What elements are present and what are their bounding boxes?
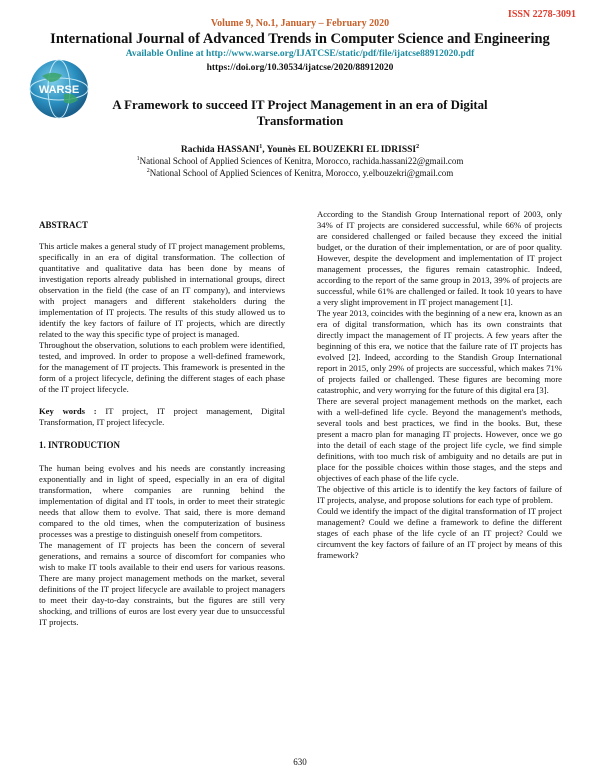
keywords [39, 406, 285, 428]
aff-1-sup: 1 [136, 156, 140, 162]
affiliation-2 [0, 168, 600, 178]
right-paragraph-4: The objective of this article is to identify the key factors of failure of IT projects, analyse, and propose solutions for each type of problem. [317, 484, 562, 505]
right-paragraph-5: Could we identify the impact of the digital transformation of IT project management? Could we define a framework to define the different stages of each phase of the life cycle of an IT project? Could we circumvent the key factors of failure of an IT project by means of this framework? [317, 506, 562, 560]
issn: ISSN 2278-3091 [507, 9, 576, 20]
affiliation-1-text: National School of Applied Sciences of Kenitra, Morocco, rachida.hassani22@gmail.com [139, 156, 464, 166]
author-1-sup: 1 [259, 144, 263, 150]
doi-link[interactable]: https://doi.org/10.30534/ijatcse/2020/88912020 [206, 63, 394, 73]
abstract-paragraph-2: Throughout the observation, solutions to each problem were identified, tested, and improved. In order to propose a well-defined framework, for the management of IT projects. This framework is presented in the form of a project lifecycle, defining the different stages of each phase of the IT project lifecycle. [39, 340, 285, 394]
paper-title: A Framework to succeed IT Project Management in an era of Digital Transformation [112, 98, 488, 128]
journal-title: International Journal of Advanced Trends in Computer Science and Engineering [50, 31, 550, 47]
intro-heading: 1. INTRODUCTION [39, 440, 121, 450]
affiliation-2-text: National School of Applied Sciences of Kenitra, Morocco, y.elbouzekri@gmail.com [149, 168, 454, 178]
author-2-sup: 2 [416, 144, 420, 150]
left-column [39, 220, 285, 628]
aff-2-sup: 2 [146, 168, 150, 174]
intro-paragraph-2: The management of IT projects has been the concern of several generations, and remains a source of discomfort for companies who wish to make IT tools available to their end users for various reasons. There are many project management methods on the market, several definitions of the IT project lifecycle are available to project managers to meet their day-to-day constraints, but the figures are still very shocking, and trillions of euros are lost every year due to unsuccessful IT projects. [39, 540, 285, 627]
abstract-paragraph-1: This article makes a general study of IT project management problems, specifically in an era of digital transformation. The collection of quantitative and qualitative data has been done by means of investigation reports already published in international groups, direct observation in the field (the case of an IT company), and interviews with project managers and different stakeholders during the implementation of IT projects. The results of this study allowed us to identify the key factors of failure of IT projects, which are directly related to the way this specific type of project is managed. [39, 241, 285, 339]
available-online-link[interactable]: Available Online at http://www.warse.org/IJATCSE/static/pdf/file/ijatcse88912020.pdf [125, 49, 475, 59]
keywords-text: IT project, IT project management, Digital Transformation, IT project lifecycle. [39, 406, 285, 427]
right-column [317, 209, 562, 561]
affiliation-1 [0, 156, 600, 166]
abstract-heading: ABSTRACT [39, 220, 89, 230]
author-2: , Younès EL BOUZEKRI EL IDRISSI [262, 145, 417, 156]
keywords-label: Key words : [39, 406, 97, 416]
right-paragraph-3: There are several project management methods on the market, each with a well-defined life cycle. Beyond the management's methods, several tools and best practices, we find in the books. But, these present a macro plan for managing IT projects. However, once we go into the detail of each stage of the project life cycle, we find simple definitions, with too much risk of ambiguity and no details are put in place for the possible choices within those stages, and the steps and objectives of each phase of the life cycle. [317, 396, 562, 483]
volume-info: Volume 9, No.1, January – February 2020 [210, 18, 390, 29]
logo-text: WARSE [38, 84, 80, 96]
right-paragraph-1: According to the Standish Group International report of 2003, only 34% of IT projects are considered successful, while 66% of projects are considered challenged or failed because they exceed the initial budget, or the duration of their implementation, or are of poor quality. However, despite the development and implementation of IT project management processes, the figures remain catastrophic. Indeed, according to the report of the same group in 2013, 39% of projects are successful, while 61% are challenged or failed. It took 10 years to have a very slight improvement in IT project management [1]. [317, 209, 562, 307]
authors [0, 144, 600, 155]
page-number: 630 [293, 757, 307, 767]
intro-paragraph-1: The human being evolves and his needs are constantly increasing exponentially and in light of speed, especially in an era of digital transformation, where companies are running behind the implementation of digital and IT tools, in order to meet their strategic needs that allow them to evolve. That said, there is more demand compared to the old times, when the computerization of business processes was a prestige to distinguish oneself from competitors. [39, 463, 285, 539]
author-1: Rachida HASSANI [180, 145, 260, 156]
warse-logo [28, 58, 90, 120]
right-paragraph-2: The year 2013, coincides with the beginning of a new era, known as an era of digital transformation, which has its own constraints that directly impact the management of IT projects. A few years after the beginning of this era, we notice that the failure rate of IT projects has evolved [2]. Indeed, according to the Standish Group International report in 2015, only 29% of projects are successful, which makes 71% of projects failed or challenged. These figures are becoming more catastrophic, and very worrying for the future of this digital era [3]. [317, 308, 562, 395]
